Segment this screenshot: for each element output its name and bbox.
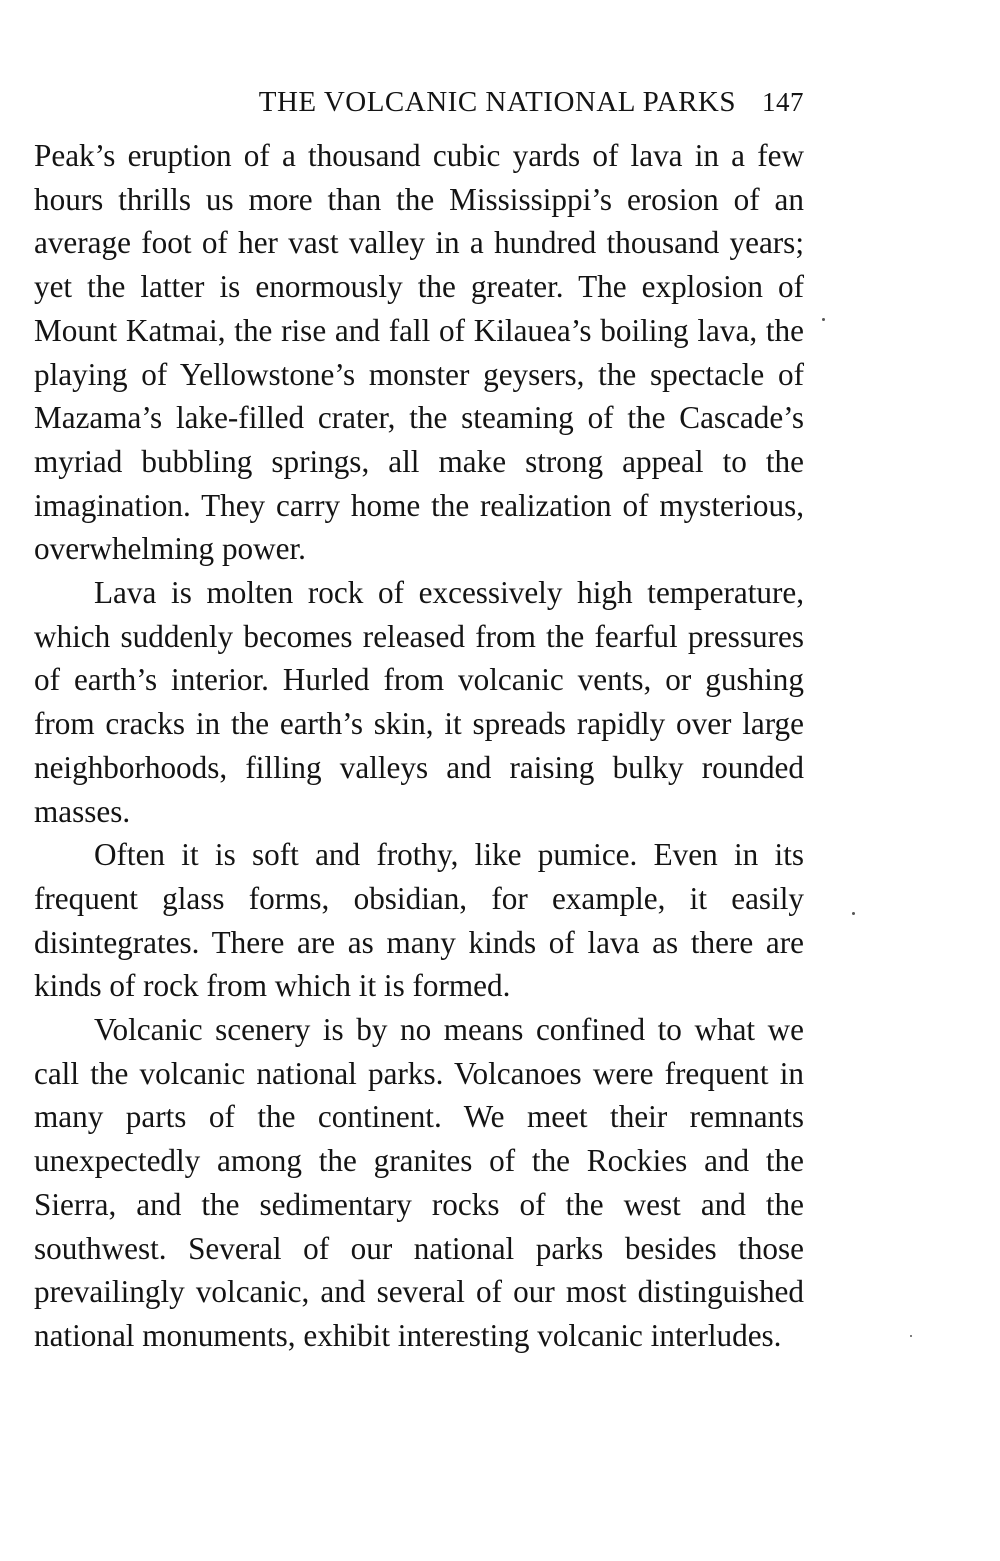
- paragraph-4: Volcanic scenery is by no means confined to what we call the volcanic national parks. Volcanoes were frequent in many parts of the continent. We meet their remnants unexpectedly among the granites of the Rockies and the Sierra, and the sedimentary rocks of the west and the southwest. Several of our national parks besides those prevailingly volcanic, and several of our most distinguished national monuments, exhibit interesting volcanic interludes.: [34, 1012, 804, 1353]
- scan-speck: [822, 318, 825, 321]
- book-page: [34, 86, 804, 1358]
- paragraph-1: Peak’s eruption of a thousand cubic yards of lava in a few hours thrills us more than the Mississippi’s erosion of an average foot of her vast valley in a hundred thousand years; yet the latter is enormously the greater. The explosion of Mount Katmai, the rise and fall of Kilauea’s boiling lava, the playing of Yellowstone’s monster geysers, the spectacle of Mazama’s lake-filled crater, the steaming of the Cascade’s myriad bubbling springs, all make strong appeal to the imagination. They carry home the realization of mysterious, overwhelming power.: [34, 138, 804, 567]
- scan-speck: [910, 1335, 912, 1337]
- running-header: [34, 86, 804, 130]
- paragraph-3: Often it is soft and frothy, like pumice. Even in its frequent glass forms, obsidian, for example, it easily disintegrates. There are as many kinds of lava as there are kinds of rock from which it is formed.: [34, 837, 804, 1004]
- running-title: THE VOLCANIC NATIONAL PARKS: [258, 86, 736, 118]
- scan-speck: [852, 912, 855, 915]
- page-number: 147: [762, 87, 804, 117]
- paragraph-2: Lava is molten rock of excessively high temperature, which suddenly becomes released from the fearful pressures of earth’s interior. Hurled from volcanic vents, or gushing from cracks in the earth’s skin, it spreads rapidly over large neighborhoods, filling valleys and raising bulky rounded masses.: [34, 575, 804, 829]
